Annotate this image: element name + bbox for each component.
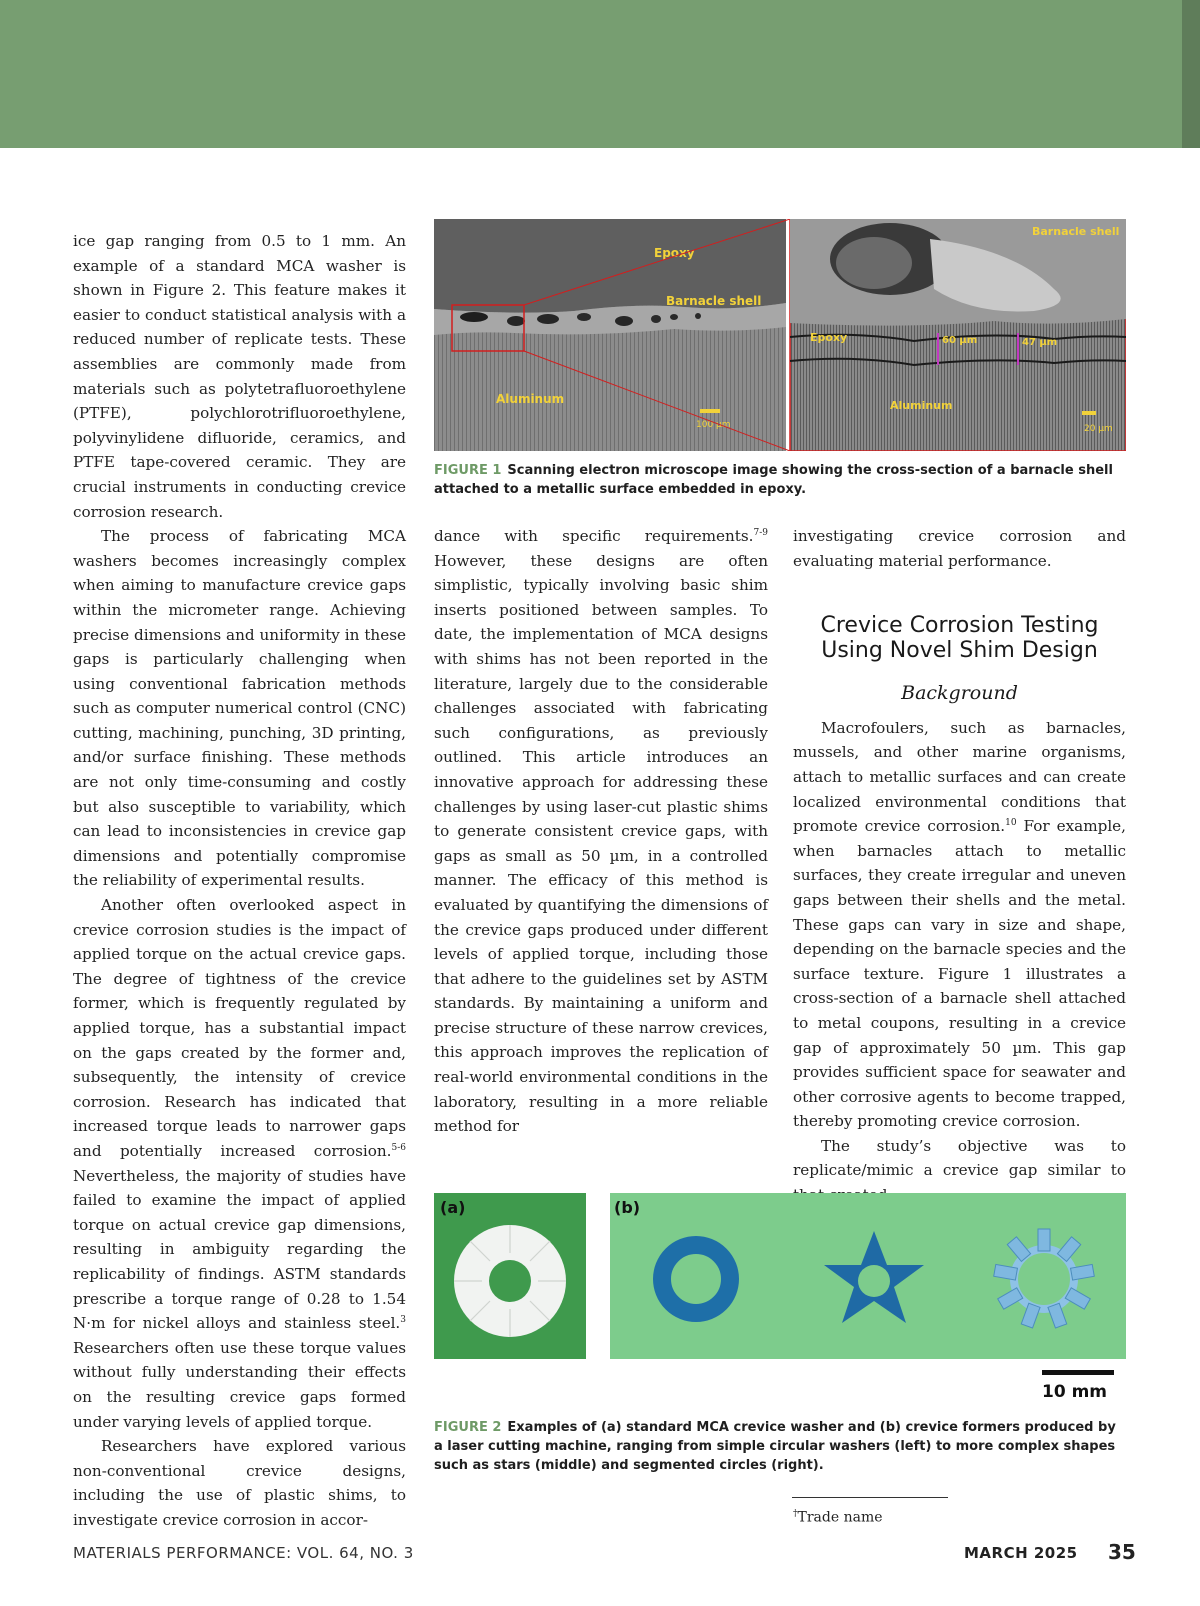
header-band bbox=[0, 0, 1200, 148]
header-band-edge bbox=[1182, 0, 1200, 148]
subheading-background: Background bbox=[901, 682, 1018, 705]
fig1-label-barnacle: Barnacle shell bbox=[666, 294, 762, 308]
figure-1-caption-text: Scanning electron microscope image showing the cross-section of a barnacle shell attached to a metallic surface embedded in epoxy. bbox=[434, 463, 1113, 497]
fig2-scale-label: 10 mm bbox=[1042, 1382, 1108, 1402]
ref-10: 10 bbox=[1005, 818, 1017, 829]
fig1-right-label-60: 60 µm bbox=[942, 335, 978, 346]
middle-paragraph-1 bbox=[434, 524, 768, 1139]
figure-1-image bbox=[434, 219, 1126, 451]
fig1-right-label-aluminum: Aluminum bbox=[890, 399, 953, 412]
fig1-right-label-scale-20: 20 µm bbox=[1084, 424, 1113, 434]
figure-2-caption-text: Examples of (a) standard MCA crevice washer and (b) crevice formers produced by a laser cutting machine, ranging from simple circular washers (left) to more complex shapes such as stars (middle) and segmented circles (right). bbox=[434, 1420, 1116, 1473]
left-paragraph-3 bbox=[73, 893, 406, 1434]
figure-2-label: FIGURE 2 bbox=[434, 1420, 502, 1435]
fig2-panel-b bbox=[610, 1193, 1126, 1359]
figure-2-image bbox=[434, 1193, 1126, 1403]
fig2-panel-a-label: (a) bbox=[440, 1198, 466, 1217]
middle-column bbox=[434, 524, 768, 1139]
sem-left-panel bbox=[434, 219, 786, 451]
fig1-label-epoxy: Epoxy bbox=[654, 246, 695, 260]
left-paragraph-2: The process of fabricating MCA washers becomes increasingly complex when aiming to manufacture crevice gaps within the micrometer range. Achieving precise dimensions and uniformity in these gaps is particularly challenging when using conventional fabrication methods such as computer numerical control (CNC) cutting, machining, punching, 3D printing, and/or surface finishing. These methods are not only time-consuming and costly but also susceptible to variability, which can lead to inconsistencies in crevice gap dimensions and potentially compromise the reliability of experimental results. bbox=[73, 527, 406, 890]
left-p3-text-b: Nevertheless, the majority of studies have failed to examine the impact of applied torque on actual crevice gap dimensions, resulting in ambiguity regarding the replicability of findings. ASTM standards prescribe a torque range of 0.28 to 1.54 N·m for nickel alloys and stainless steel. bbox=[73, 1166, 406, 1333]
ref-5-6: 5-6 bbox=[391, 1142, 406, 1153]
figure-1-label: FIGURE 1 bbox=[434, 463, 502, 478]
fig2-panel-b-label: (b) bbox=[614, 1198, 641, 1217]
ref-3: 3 bbox=[400, 1315, 406, 1326]
right-paragraph-3: The study’s objective was to replicate/mimic a crevice gap similar to bbox=[793, 1136, 1126, 1180]
footnote-text: Trade name bbox=[797, 1509, 883, 1526]
fig1-right-label-barnacle: Barnacle shell bbox=[1032, 225, 1120, 238]
footnote-rule bbox=[792, 1497, 948, 1498]
left-column bbox=[73, 229, 406, 1532]
fig2-panel-a bbox=[434, 1193, 586, 1359]
fig1-right-label-epoxy: Epoxy bbox=[810, 331, 848, 344]
footer-journal: MATERIALS PERFORMANCE: VOL. 64, NO. 3 bbox=[73, 1544, 414, 1562]
middle-p1-text-a: dance with specific requirements. bbox=[434, 527, 754, 545]
middle-p1-text-b: However, these designs are often simplistic, typically involving basic shim inserts positioned between samples. To date, the implementation of MCA designs with shims has not been reported in the literature, largely due to the considerable challenges associated with fabricating such configurations, as previously outlined. This article introduces an innovative approach for addressing these challenges by using laser-cut plastic shims to generate consistent crevice gaps, with gaps as small as 50 µm, in a controlled manner. The efficacy of this method is evaluated by quantifying the dimensions of the crevice gaps produced under different levels of applied torque, including those that adhere to the guidelines set by ASTM standards. By maintaining a uniform and precise structure of these narrow crevices, this approach improves the replication of real-world environmental conditions in the laboratory, resulting in a more reliable method for bbox=[434, 551, 768, 1136]
right-paragraph-2 bbox=[793, 716, 1126, 1134]
fig1-right-label-47: 47 µm bbox=[1022, 337, 1058, 348]
left-paragraph-1: ice gap ranging from 0.5 to 1 mm. An example of a standard MCA washer is shown in Figure 2. This feature makes it easier to conduct statistical analysis with a reduced number of replicate tests. These assemblies are commonly made from materials such as polytetrafluoroethylene (PTFE), polychlorotrifluoroethylene, polyvinylidene difluoride, ceramics, and PTFE tape-covered ceramic. They are crucial instruments in conducting crevice corrosion research. bbox=[73, 232, 406, 521]
right-p2-text-a: Macrofoulers, such as barnacles, mussels, and other marine organisms, attach to metallic surfaces and can create localized environmental conditions that promote crevice corrosion. bbox=[793, 718, 1126, 836]
ref-7-9: 7-9 bbox=[753, 527, 768, 538]
left-p3-text: Another often overlooked aspect in crevice corrosion studies is the impact of applied torque on the actual crevice gaps. The degree of tightness of the crevice former, which is frequently regulated by applied torque, has a substantial impact on the gaps created by the former and, subsequently, the intensity of crevice corrosion. Research has indicated that increased torque leads to narrower gaps and potentially increased corrosion. bbox=[73, 896, 406, 1160]
footnote bbox=[793, 1509, 883, 1526]
fig1-label-aluminum: Aluminum bbox=[496, 392, 565, 406]
right-paragraph-1: investigating crevice corrosion and evaluating material performance. bbox=[793, 527, 1126, 570]
right-column bbox=[793, 524, 1126, 1208]
fig2-scale-bar bbox=[1042, 1370, 1114, 1375]
page-number: 35 bbox=[1108, 1540, 1136, 1564]
section-heading: Crevice Corrosion Testing Using Novel Shim Design bbox=[820, 613, 1099, 664]
left-p3-text-c: Researchers often use these torque values without fully understanding their effects on the resulting crevice gaps formed under varying levels of applied torque. bbox=[73, 1338, 406, 1431]
fig1-label-scale-100: 100 µm bbox=[696, 420, 731, 430]
figure-1-caption bbox=[434, 461, 1126, 499]
dagger-mark: † bbox=[793, 1509, 798, 1519]
figure-2-caption bbox=[434, 1418, 1126, 1475]
left-paragraph-4: Researchers have explored various non-conventional crevice designs, including the use of plastic shims, to investigate crevice corrosion in accor- bbox=[73, 1437, 406, 1529]
footer-month: MARCH 2025 bbox=[964, 1544, 1078, 1562]
right-p2-text-b: For example, when barnacles attach to metallic surfaces, they create irregular and uneven gaps between their shells and the metal. These gaps can vary in size and shape, depending on the barnacle species and the surface texture. Figure 1 illustrates a cross-section of a barnacle shell attached to metal coupons, resulting in a crevice gap of approximately 50 µm. This gap provides sufficient space for seawater and other corrosive agents to become trapped, thereby promoting crevice corrosion. bbox=[793, 817, 1126, 1131]
